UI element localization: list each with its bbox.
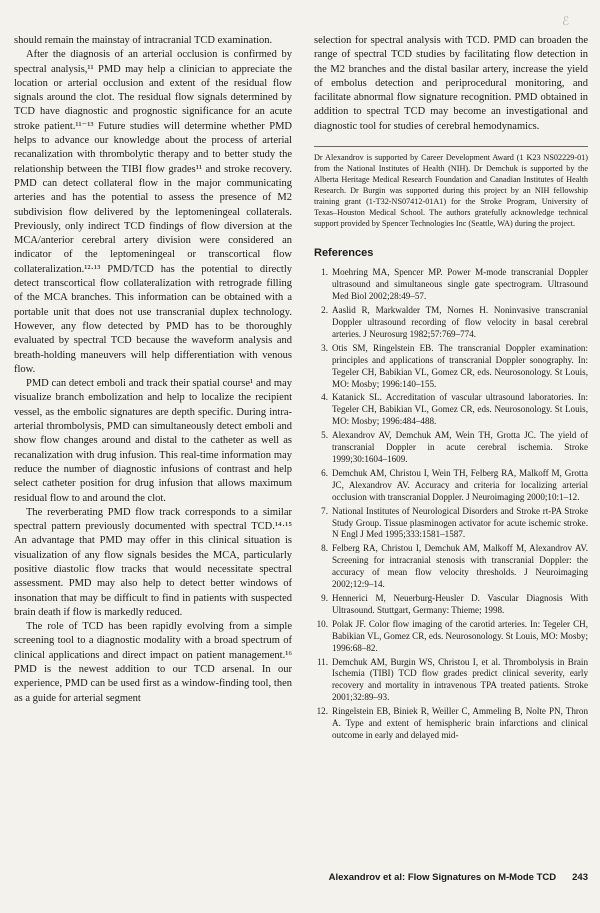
reference-item: [314, 706, 588, 742]
body-paragraph: The role of TCD has been rapidly evolving from a simple screening tool to a diagnostic modality with a broad spectrum of clinical applications and direct impact on patient management.¹⁶ PMD is the newest addition to our TCD arsenal. In our experience, PMD can be used first as a window-finding tool, then as a guide for arterial segment: [14, 621, 292, 704]
reference-text: Alexandrov AV, Demchuk AM, Wein TH, Grotta JC. The yield of transcranial Doppler in acute cerebral ischemia. Stroke 1999;30:1604–1609.: [332, 430, 588, 465]
corner-mark: ℰ: [562, 14, 570, 28]
body-paragraph: selection for spectral analysis with TCD. PMD can broaden the range of spectral TCD studies by facilitating flow detection in the M2 branches and the distal basilar artery, increase the yield of embolus detection and periprocedural monitoring, and facilitate abnormal flow signature recognition. PMD obtained in addition to spectral TCD may become an investigational and diagnostic tool for studies of cerebral hemodynamics.: [314, 35, 588, 132]
reference-text: Ringelstein EB, Biniek R, Weiller C, Ammeling B, Nolte PN, Thron A. Type and extent of hemispheric brain infarctions and clinical outcome in early and delayed mid-: [332, 706, 588, 740]
reference-number: 6.: [321, 467, 328, 478]
reference-number: 2.: [321, 305, 328, 316]
reference-number: 11.: [316, 656, 328, 667]
reference-number: 7.: [321, 505, 328, 516]
reference-text: Katanick SL. Accreditation of vascular ultrasound laboratories. In: Tegeler CH, Babikian VL, Gomez CR, eds. Neurosonology. St Louis, MO: Mosby; 1996:484–488.: [332, 392, 588, 427]
reference-text: Hennerici M, Neuerburg-Heusler D. Vascular Diagnosis With Ultrasound. Stuttgart, Germany: Thieme; 1998.: [332, 592, 588, 615]
reference-number: 10.: [316, 618, 328, 629]
reference-number: 4.: [321, 392, 328, 403]
page-footer: [300, 872, 588, 883]
body-paragraph: PMD can detect emboli and track their spatial course¹ and may visualize branch embolization and help to localize the recipient vessel, as the embolic signatures are depth specific. During intra-arterial thrombolysis, PMD can simultaneously detect emboli and show flow changes around and distal to the catheter as well as recanalization with drug infusion. This real-time information may reduce the number of diagnostic infusions of contrast and help select catheter position for drug infusion that allows maximum residual flow to and around the clot.: [14, 378, 292, 504]
reference-item: [314, 619, 588, 655]
reference-number: 5.: [321, 430, 328, 441]
reference-number: 9.: [321, 592, 328, 603]
references-list: [314, 267, 588, 741]
reference-item: [314, 267, 588, 303]
reference-text: National Institutes of Neurological Disorders and Stroke rt-PA Stroke Study Group. Tissue plasminogen activator for acute ischemic stroke. N Engl J Med 1995;333:1581–1587.: [332, 505, 588, 540]
reference-item: [314, 543, 588, 591]
reference-text: Otis SM, Ringelstein EB. The transcranial Doppler examination: principles and applications of transcranial Doppler sonography. In: Tegeler CH, Babikian VL, Gomez CR, eds. Neurosonology. St Louis, MO: Mosby; 1996:140–155.: [332, 342, 588, 389]
reference-item: [314, 506, 588, 542]
reference-number: 1.: [321, 267, 328, 278]
funding-note: Dr Alexandrov is supported by Career Development Award (1 K23 NS02229-01) from the National Institutes of Health (NIH). Dr Demchuk is supported by the Alberta Heritage Medical Research Foundation and Canadian Institutes of Health Research. Dr Burgin was supported during this project by an NIH fellowship training grant (1-T32-NS07412-01A1) for the Stroke Program, University of Texas–Houston Medical School. The authors gratefully acknowledge technical support provided by Spencer Technologies Inc (Seattle, WA) during the project.: [314, 146, 588, 229]
reference-item: [314, 593, 588, 617]
reference-number: 12.: [316, 706, 328, 717]
reference-item: [314, 468, 588, 504]
reference-number: 8.: [321, 543, 328, 554]
reference-number: 3.: [321, 342, 328, 353]
reference-text: Demchuk AM, Burgin WS, Christou I, et al. Thrombolysis in Brain Ischemia (TIBI) TCD flow grades predict clinical severity, early recovery and mortality in intravenous TPA treated patients. Stroke 2001;32:89–93.: [332, 656, 588, 703]
body-paragraph: After the diagnosis of an arterial occlusion is confirmed by spectral analysis,¹¹ PMD may help a clinician to appreciate the location or arterial occlusion and extent of the residual flow signals around the clot. The residual flow signals determined by TCD have diagnostic and prognostic significance for an acute stroke patient.¹¹⁻¹³ Future studies will determine whether PMD helps to advance our knowledge about the process of arterial recanalization with thrombolytic therapy and to better study the relationship between the TIBI flow grades¹¹ and stroke recovery. PMD can detect collateral flow in the major communicating arteries and has the potential to assess the presence of M2 subdivision flow delivered by the leptomeningeal collaterals. Previously, only indirect TCD findings of flow diversion at the MCA/anterior cerebral artery division were considered an indicator of the leptomeningeal or transcortical flow collateralization.¹²·¹³ PMD/TCD has the potential to directly detect transcortical flow collateralization with retrograde filling of the MCA branches. This information can be obtained with a portable unit that does not use transcranial duplex technology. However, any flow detected by PMD has to be thoroughly evaluated by spectral TCD because the waveform analysis and breath-holding maneuvers will help differentiation with venous flow.: [14, 49, 292, 375]
right-column: [314, 34, 588, 744]
reference-text: Moehring MA, Spencer MP. Power M-mode transcranial Doppler ultrasound and simultaneous single gate spectrogram. Ultrasound Med Biol 2002;28:49–57.: [332, 267, 588, 302]
left-column: [14, 34, 292, 706]
reference-item: [314, 430, 588, 466]
reference-item: [314, 657, 588, 705]
reference-item: [314, 343, 588, 391]
body-paragraph: should remain the mainstay of intracranial TCD examination.: [14, 35, 273, 46]
reference-item: [314, 392, 588, 428]
page-number: 243: [572, 872, 588, 883]
body-paragraph: The reverberating PMD flow track corresponds to a similar spectral pattern previously documented with spectral TCD.¹⁴·¹⁵ An advantage that PMD may offer in this clinical situation is visualization of any flow signals besides the MCA, particularly positive diastolic flow tracks that would necessitate spectral assessment. PMD may also help to detect better windows of insonation that may be difficult to find in patients with suspected brain death if flow is markedly reduced.: [14, 506, 292, 618]
reference-text: Felberg RA, Christou I, Demchuk AM, Malkoff M, Alexandrov AV. Screening for intracranial stenosis with transcranial Doppler: the accuracy of mean flow velocity thresholds. J Neuroimaging 2002;12:9–14.: [332, 543, 588, 590]
reference-text: Aaslid R, Markwalder TM, Nornes H. Noninvasive transcranial Doppler ultrasound recording of flow velocity in basal cerebral arteries. J Neurosurg 1982;57:769–774.: [332, 305, 588, 339]
reference-item: [314, 305, 588, 341]
reference-text: Demchuk AM, Christou I, Wein TH, Felberg RA, Malkoff M, Grotta JC, Alexandrov AV. Accuracy and criteria for localizing arterial occlusion with transcranial Doppler. J Neuroimaging 2000;10:1–12.: [332, 467, 588, 502]
running-title: Alexandrov et al: Flow Signatures on M-Mode TCD: [328, 872, 557, 883]
reference-text: Polak JF. Color flow imaging of the carotid arteries. In: Tegeler CH, Babikian VL, Gomez CR, eds. Neurosonology. St Louis, MO: Mosby; 1996:68–82.: [332, 618, 588, 653]
references-heading: References: [314, 247, 374, 260]
